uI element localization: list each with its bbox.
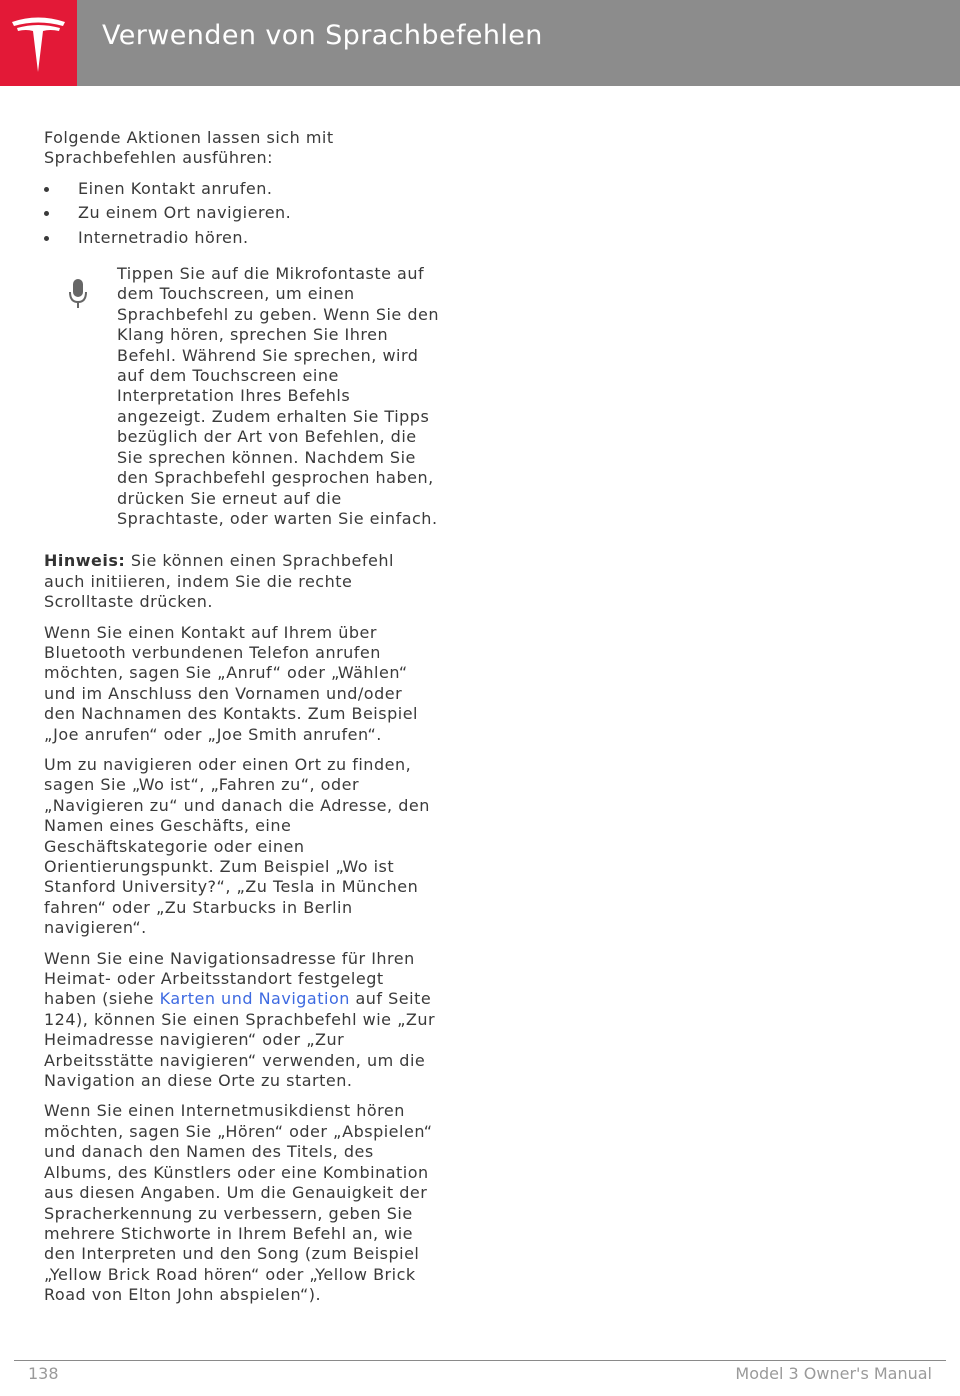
paragraph-navigate: Um zu navigieren oder einen Ort zu finden, sagen Sie „Wo ist“, „Fahren zu“, oder „Navigieren zu“ und danach die Adresse, den Namen eines Geschäfts, eine Geschäftskategorie oder einen Orientierungspunkt. Zum Beispiel „Wo ist Stanford University?“, „Zu Tesla in München fahren“ oder „Zu Starbucks in Berlin navigieren“. [44,754,430,938]
main-content [44,128,439,1316]
page-title: Verwenden von Sprachbefehlen [102,20,543,51]
paragraph-home: Wenn Sie eine Navigationsadresse für Ihren Heimat- oder Arbeitsstandort festgelegt haben (siehe Karten und Navigation auf Seite 124), können Sie einen Sprachbefehl wie „Zur Heimadresse navigieren“ oder „Zur Arbeitsstätte navigieren“ verwenden, um die Navigation an diese Orte zu starten. [44,948,436,1091]
tip-text: Tippen Sie auf die Mikrofontaste auf dem Touchscreen, um einen Sprachbefehl zu geben. Wenn Sie den Klang hören, sprechen Sie Ihren Befehl. Während Sie sprechen, wird auf dem Touchscreen eine Interpretation Ihres Befehls angezeigt. Zudem erhalten Sie Tipps bezüglich der Art von Befehlen, die Sie sprechen können. Nachdem Sie den Sprachbefehl gesprochen haben, drücken Sie erneut auf die Sprachtaste, oder warten Sie einfach. [117,264,439,528]
page-header [0,0,960,86]
footer-divider [14,1360,946,1361]
tesla-logo [0,0,77,86]
list-item: Zu einem Ort navigieren. [44,203,439,223]
intro-text: Folgende Aktionen lassen sich mit Sprachbefehlen ausführen: [44,128,334,168]
manual-name: Model 3 Owner's Manual [735,1364,932,1383]
page-number: 138 [28,1364,59,1383]
paragraph-call: Wenn Sie einen Kontakt auf Ihrem über Bluetooth verbundenen Telefon anrufen möchten, sagen Sie „Anruf“ oder „Wählen“ und im Anschluss den Vornamen und/oder den Nachnamen des Kontakts. Zum Beispiel „Joe anrufen“ oder „Joe Smith anrufen“. [44,622,418,744]
note-text: Sie können einen Sprachbefehl auch initiieren, indem Sie die rechte Scrolltaste drücken. [44,551,394,612]
bullet-icon [44,211,49,216]
microphone-icon [68,278,88,310]
tip-box [44,264,439,529]
list-item: Internetradio hören. [44,228,439,248]
bullet-icon [44,187,49,192]
list-item: Einen Kontakt anrufen. [44,179,439,199]
action-list [44,179,439,248]
paragraph-music: Wenn Sie einen Internetmusikdienst hören möchten, sagen Sie „Hören“ oder „Abspielen“ und danach den Namen des Titels, des Albums, des Künstlers oder eine Kombination aus diesen Angaben. Um die Genauigkeit der Spracherkennung zu verbessern, geben Sie mehrere Stichworte in Ihrem Befehl an, wie den Interpreten und den Song (zum Beispiel „Yellow Brick Road hören“ oder „Yellow Brick Road von Elton John abspielen“). [44,1101,433,1305]
note-label: Hinweis: [44,551,126,571]
tesla-logo-icon [10,14,67,74]
bullet-icon [44,236,49,241]
note [44,551,439,612]
maps-navigation-link[interactable]: Karten und Navigation [159,989,350,1009]
